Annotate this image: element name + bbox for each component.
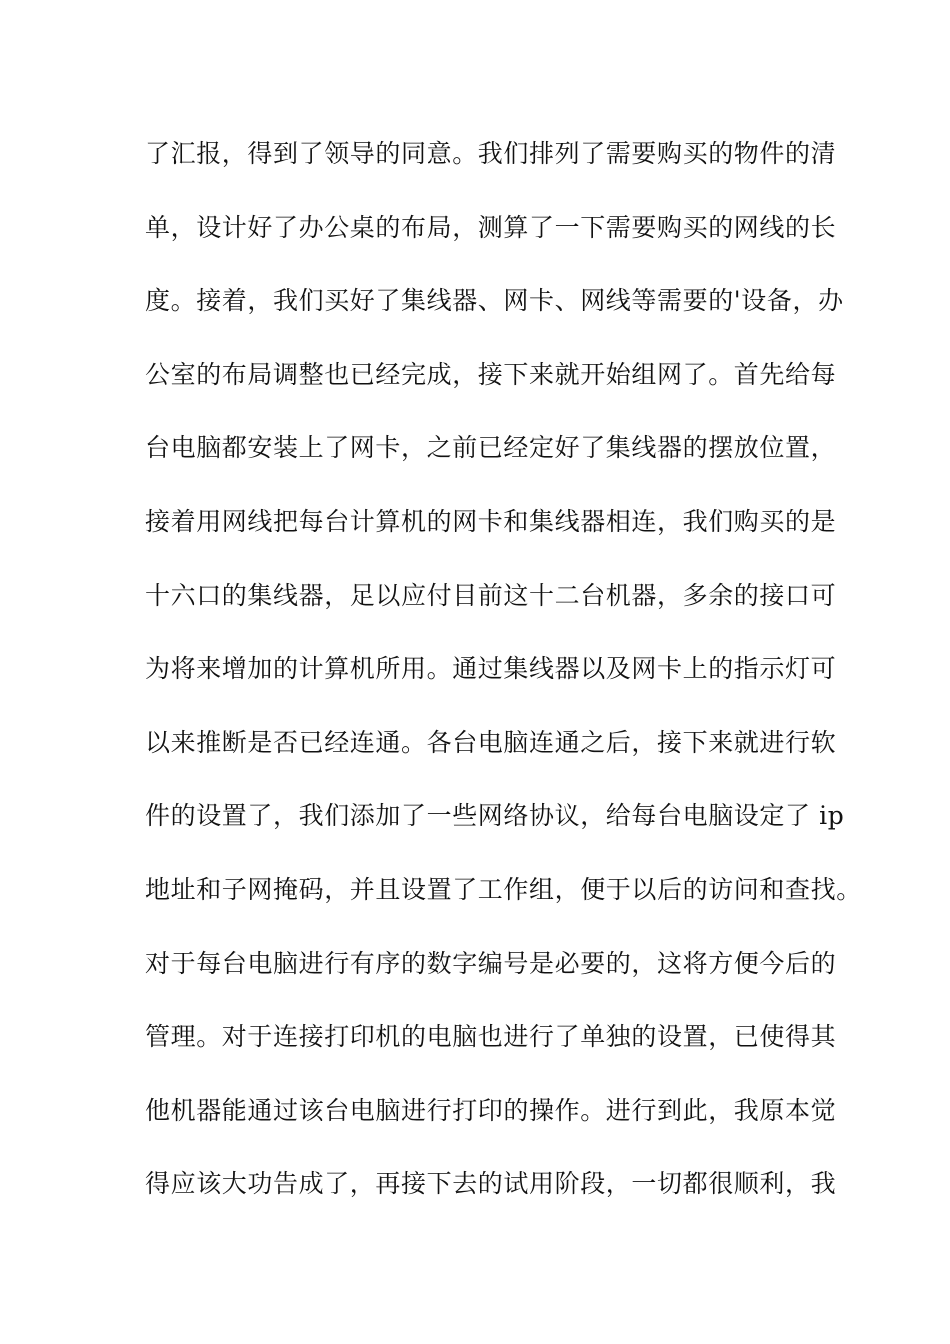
text-line: 度。接着，我们买好了集线器、网卡、网线等需要的'设备，办 xyxy=(145,286,844,316)
text-line: 了汇报，得到了领导的同意。我们排列了需要购买的物件的清 xyxy=(145,139,837,168)
text-line: 单，设计好了办公桌的布局，测算了一下需要购买的网线的长 xyxy=(145,212,837,242)
text-line: 他机器能通过该台电脑进行打印的操作。进行到此，我原本觉 xyxy=(145,1095,837,1125)
text-line: 为将来增加的计算机所用。通过集线器以及网卡上的指示灯可 xyxy=(145,654,837,684)
text-line: 对于每台电脑进行有序的数字编号是必要的，这将方便今后的 xyxy=(145,948,837,978)
text-line: 以来推断是否已经连通。各台电脑连通之后，接下来就进行软 xyxy=(145,727,837,757)
text-line: 地址和子网掩码，并且设置了工作组，便于以后的访问和查找。 xyxy=(145,874,862,904)
text-line: 接着用网线把每台计算机的网卡和集线器相连，我们购买的是 xyxy=(145,506,837,536)
text-line: 管理。对于连接打印机的电脑也进行了单独的设置，已使得其 xyxy=(145,1022,837,1052)
text-line: 台电脑都安装上了网卡，之前已经定好了集线器的摆放位置， xyxy=(145,433,837,463)
text-line: 公室的布局调整也已经完成，接下来就开始组网了。首先给每 xyxy=(145,359,837,389)
text-line: 得应该大功告成了，再接下去的试用阶段，一切都很顺利，我 xyxy=(145,1169,837,1199)
body-paragraph xyxy=(145,134,862,1238)
text-line: 十六口的集线器，足以应付目前这十二台机器，多余的接口可 xyxy=(145,580,837,610)
text-line: 件的设置了，我们添加了一些网络协议，给每台电脑设定了 ip xyxy=(145,801,845,831)
